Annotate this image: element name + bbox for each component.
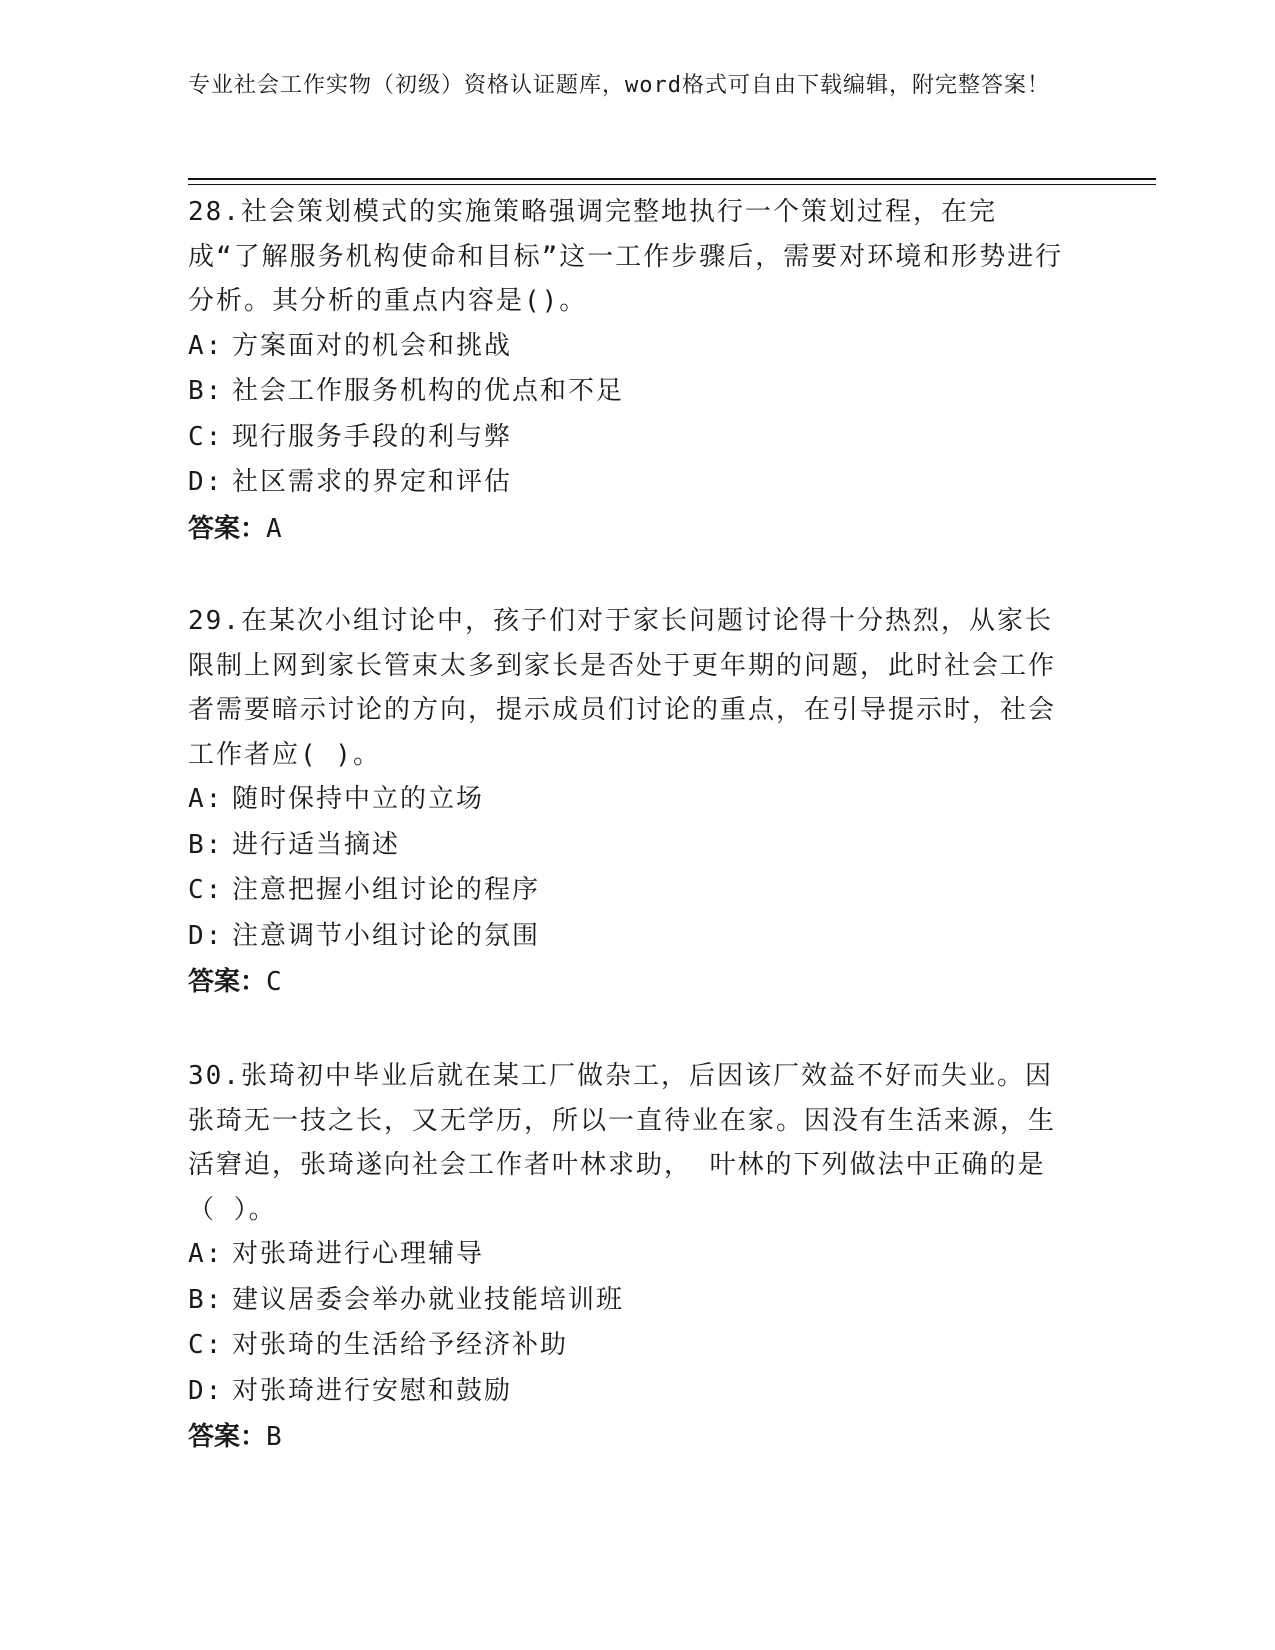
option-key: B:	[188, 376, 224, 406]
option-text: 注意把握小组讨论的程序	[232, 875, 541, 905]
option-c	[188, 1323, 1068, 1369]
answer-value: A	[266, 513, 282, 544]
option-key: A:	[188, 784, 224, 814]
option-key: C:	[188, 875, 224, 905]
option-key: C:	[188, 1330, 224, 1360]
option-d	[188, 1369, 1068, 1415]
option-text: 对张琦进行心理辅导	[232, 1239, 485, 1269]
answer-label: 答案：	[188, 1422, 267, 1452]
option-key: A:	[188, 330, 224, 361]
question-29	[188, 599, 1068, 1005]
option-text: 现行服务手段的利与弊	[232, 421, 513, 452]
option-a	[188, 324, 1068, 370]
option-c	[188, 868, 1068, 914]
option-b	[188, 1278, 1068, 1324]
question-30	[188, 1054, 1068, 1460]
header-divider-thin	[188, 184, 1156, 185]
option-c	[188, 415, 1068, 461]
header-description: 专业社会工作实物（初级）资格认证题库，word格式可自由下载编辑，附完整答案！	[188, 73, 1050, 98]
option-text: 社区需求的界定和评估	[232, 467, 513, 497]
answer-line	[188, 506, 1068, 552]
question-stem: 29.在某次小组讨论中，孩子们对于家长问题讨论得十分热烈，从家长限制上网到家长管束太多到家长是否处于更年期的问题，此时社会工作者需要暗示讨论的方向，提示成员们讨论的重点，在引导提示时，社会工作者应( )。	[188, 606, 1057, 770]
option-text: 随时保持中立的立场	[232, 784, 485, 814]
question-stem: 28.社会策划模式的实施策略强调完整地执行一个策划过程，在完成“了解服务机构使命和目标”这一工作步骤后，需要对环境和形势进行分析。其分析的重点内容是()。	[188, 197, 1064, 316]
option-text: 进行适当摘述	[232, 829, 401, 860]
answer-line	[188, 959, 1068, 1005]
answer-label: 答案：	[188, 967, 267, 997]
option-key: C:	[188, 421, 224, 452]
option-text: 方案面对的机会和挑战	[232, 330, 513, 361]
answer-value: B	[266, 1422, 282, 1452]
option-d	[188, 914, 1068, 960]
option-key: D:	[188, 467, 224, 497]
option-b	[188, 823, 1068, 869]
question-stem: 30.张琦初中毕业后就在某工厂做杂工，后因该厂效益不好而失业。因张琦无一技之长，又无学历，所以一直待业在家。因没有生活来源，生活窘迫，张琦遂向社会工作者叶林求助， 叶林的下列做法中正确的是（ ）。	[188, 1061, 1057, 1225]
option-key: D:	[188, 920, 224, 951]
option-key: A:	[188, 1239, 224, 1269]
option-text: 对张琦进行安慰和鼓励	[232, 1375, 513, 1406]
option-text: 对张琦的生活给予经济补助	[232, 1330, 569, 1360]
option-key: D:	[188, 1375, 224, 1406]
option-text: 注意调节小组讨论的氛围	[232, 920, 541, 951]
header-divider-thick	[188, 178, 1156, 180]
answer-line	[188, 1414, 1068, 1460]
question-28	[188, 190, 1068, 552]
answer-label: 答案：	[188, 513, 267, 544]
option-key: B:	[188, 829, 224, 860]
option-a	[188, 1232, 1068, 1278]
option-d	[188, 460, 1068, 506]
option-a	[188, 777, 1068, 823]
option-text: 建议居委会举办就业技能培训班	[232, 1284, 625, 1315]
answer-value: C	[266, 967, 282, 997]
option-key: B:	[188, 1284, 224, 1315]
option-text: 社会工作服务机构的优点和不足	[232, 376, 625, 406]
option-b	[188, 369, 1068, 415]
